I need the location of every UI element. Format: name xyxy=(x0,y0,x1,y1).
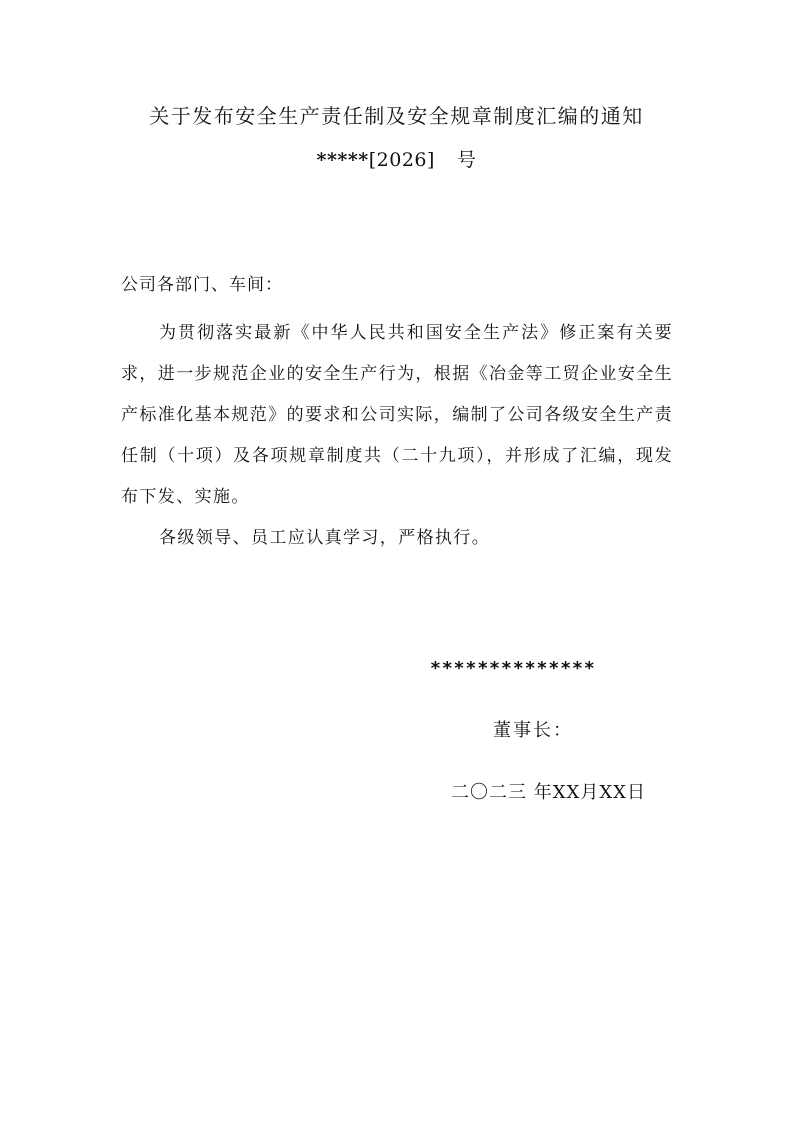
salutation: 公司各部门、车间： xyxy=(121,275,283,295)
signature-chairman-label: 董事长： xyxy=(493,720,573,741)
document-number xyxy=(0,146,793,174)
notice-body xyxy=(121,313,673,559)
document-title: 关于发布安全生产责任制及安全规章制度汇编的通知 xyxy=(149,104,644,128)
body-paragraph: 为贯彻落实最新《中华人民共和国安全生产法》修正案有关要求，进一步规范企业的安全生产行为，根据《冶金等工贸企业安全生产标准化基本规范》的要求和公司实际，编制了公司各级安全生产责任制（十项）及各项规章制度共（二十九项），并形成了汇编，现发布下发、实施。 xyxy=(121,323,673,507)
document-number-prefix: ***** xyxy=(316,149,369,171)
signature-company: ************** xyxy=(430,658,596,679)
body-paragraph: 各级领导、员工应认真学习，严格执行。 xyxy=(159,528,491,548)
document-number-suffix: 号 xyxy=(456,149,477,171)
signature-date: 二〇二三 年XX月XX日 xyxy=(451,782,646,803)
document-number-year: [2026] xyxy=(368,149,435,171)
